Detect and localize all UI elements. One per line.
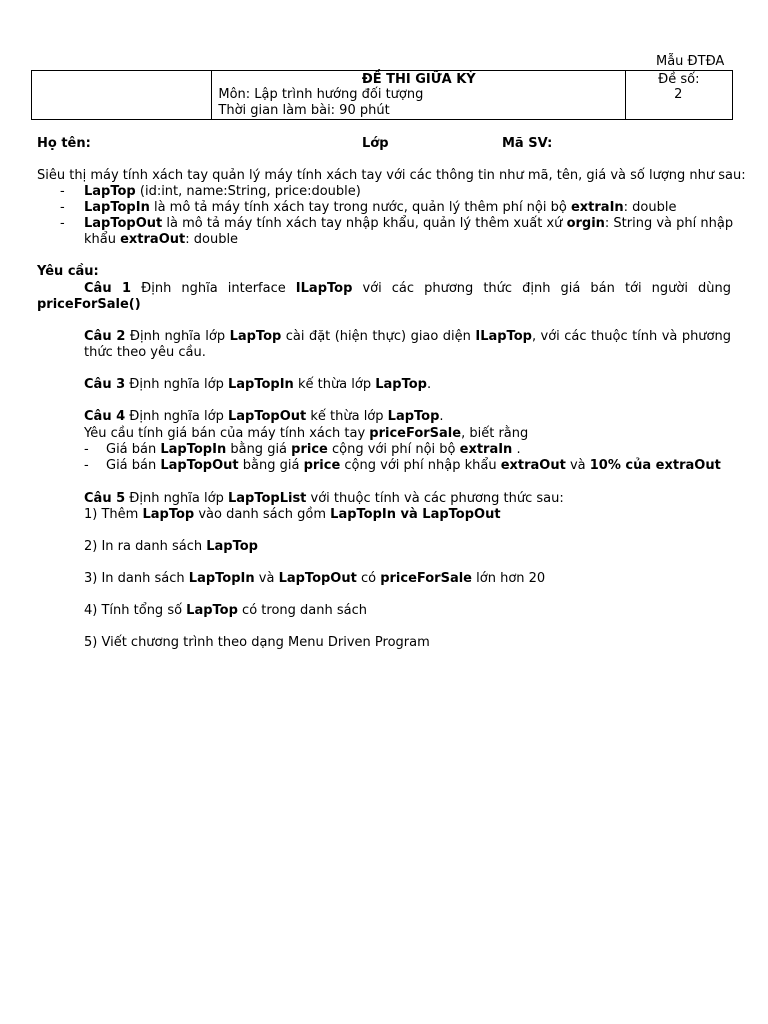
bullet-dash: - bbox=[60, 184, 65, 199]
exam-number-label: Đề số: bbox=[658, 72, 700, 87]
bullet-laptopin: LapTopIn là mô tả máy tính xách tay trong nước, quản lý thêm phí nội bộ extraIn: double bbox=[84, 200, 677, 215]
class-label: Lớp bbox=[362, 136, 389, 151]
question-2: Câu 2 Định nghĩa lớp LapTop cài đặt (hiện thực) giao diện ILapTop, với các thuộc tính và phương bbox=[84, 329, 731, 344]
student-id-label: Mã SV: bbox=[502, 136, 553, 151]
bullet-laptopout-cont: khẩu extraOut: double bbox=[84, 232, 239, 247]
exam-title: ĐỀ THI GIỮA KỲ bbox=[361, 72, 476, 87]
question-4-rule-2: Giá bán LapTopOut bằng giá price cộng với phí nhập khẩu extraOut và 10% của extraOut bbox=[106, 458, 721, 473]
header-middle-cell bbox=[212, 71, 626, 120]
form-code: Mẫu ĐTĐA bbox=[656, 54, 725, 69]
requirements-heading: Yêu cầu: bbox=[37, 264, 99, 279]
subject-line: Môn: Lập trình hướng đối tượng bbox=[218, 87, 424, 102]
question-5-item-1: 1) Thêm LapTop vào danh sách gồm LapTopIn và LapTopOut bbox=[84, 507, 501, 522]
name-label: Họ tên: bbox=[37, 136, 91, 151]
header-right-cell bbox=[626, 71, 733, 120]
sub-dash: - bbox=[84, 442, 89, 457]
bullet-laptopout: LapTopOut là mô tả máy tính xách tay nhập khẩu, quản lý thêm xuất xứ orgin: String và phí nhập bbox=[84, 216, 734, 231]
question-1: Câu 1 Định nghĩa interface ILapTop với các phương thức định giá bán tới người dùng bbox=[84, 281, 732, 296]
question-2-cont: thức theo yêu cầu. bbox=[84, 345, 206, 360]
question-4-rule-1: Giá bán LapTopIn bằng giá price cộng với phí nội bộ extraIn . bbox=[106, 442, 521, 457]
bullet-dash: - bbox=[60, 200, 65, 215]
bullet-laptop: LapTop (id:int, name:String, price:double) bbox=[84, 184, 361, 199]
sub-dash: - bbox=[84, 458, 89, 473]
header-left-cell bbox=[32, 71, 212, 120]
question-4: Câu 4 Định nghĩa lớp LapTopOut kế thừa lớp LapTop. bbox=[84, 409, 444, 424]
question-5-item-3: 3) In danh sách LapTopIn và LapTopOut có priceForSale lớn hơn 20 bbox=[84, 571, 546, 586]
question-3: Câu 3 Định nghĩa lớp LapTopIn kế thừa lớp LapTop. bbox=[84, 377, 432, 392]
question-5-item-5: 5) Viết chương trình theo dạng Menu Driven Program bbox=[84, 635, 430, 650]
question-5: Câu 5 Định nghĩa lớp LapTopList với thuộc tính và các phương thức sau: bbox=[84, 491, 564, 506]
intro-text: Siêu thị máy tính xách tay quản lý máy tính xách tay với các thông tin như mã, tên, giá và số lượng như sau: bbox=[37, 168, 746, 183]
bullet-dash: - bbox=[60, 216, 65, 231]
duration-line: Thời gian làm bài: 90 phút bbox=[218, 103, 390, 118]
question-5-item-2: 2) In ra danh sách LapTop bbox=[84, 539, 258, 554]
question-1-method: priceForSale() bbox=[37, 297, 141, 312]
question-5-item-4: 4) Tính tổng số LapTop có trong danh sách bbox=[84, 603, 367, 618]
question-4-requirement: Yêu cầu tính giá bán của máy tính xách tay priceForSale, biết rằng bbox=[84, 426, 529, 441]
exam-number: 2 bbox=[674, 87, 683, 102]
exam-header-table bbox=[31, 70, 733, 120]
